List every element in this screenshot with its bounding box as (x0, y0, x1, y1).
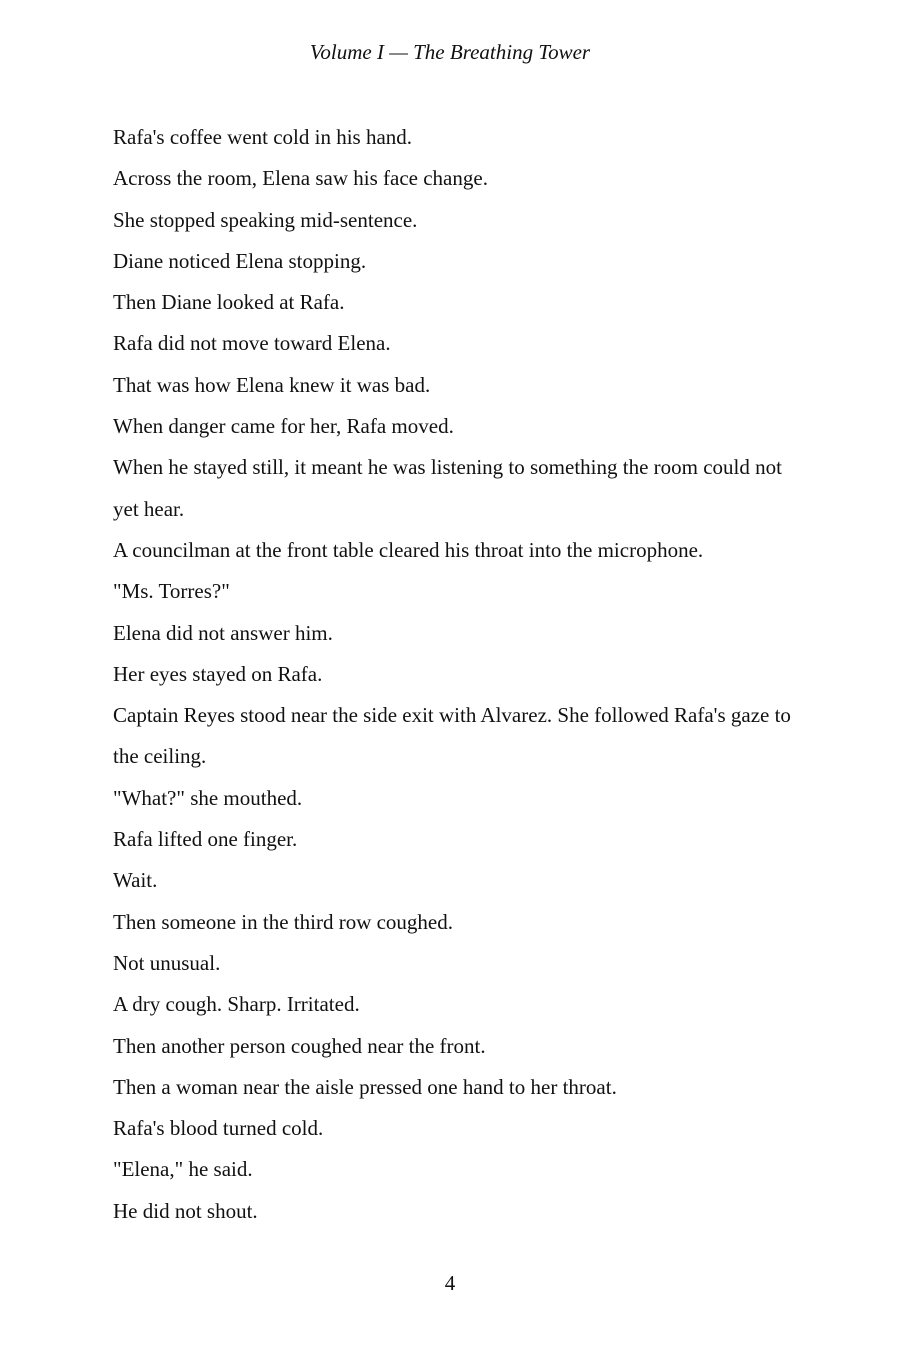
body-text (113, 117, 803, 1232)
paragraph: Wait. (113, 868, 158, 893)
paragraph: She stopped speaking mid-sentence. (113, 207, 418, 232)
running-header: Volume I — The Breathing Tower (309, 40, 591, 64)
paragraph: Then a woman near the aisle pressed one hand to her throat. (113, 1074, 617, 1099)
paragraph: Rafa's coffee went cold in his hand. (113, 125, 413, 149)
paragraph: Not unusual. (113, 950, 221, 975)
paragraph: Captain Reyes stood near the side exit with Alvarez. She followed Rafa's gaze to the ceiling. (113, 703, 791, 769)
paragraph: "Ms. Torres?" (113, 579, 230, 604)
paragraph: A dry cough. Sharp. Irritated. (113, 992, 360, 1017)
paragraph: Diane noticed Elena stopping. (113, 248, 367, 273)
page-number: 4 (444, 1271, 456, 1295)
paragraph: When he stayed still, it meant he was listening to something the room could not yet hear. (113, 455, 782, 521)
paragraph: When danger came for her, Rafa moved. (113, 414, 454, 439)
paragraph: Rafa lifted one finger. (113, 827, 298, 852)
paragraph: "What?" she mouthed. (113, 785, 303, 810)
paragraph: Then someone in the third row coughed. (113, 909, 453, 934)
paragraph: Across the room, Elena saw his face change. (113, 166, 488, 191)
paragraph: Then Diane looked at Rafa. (113, 290, 345, 315)
paragraph: Then another person coughed near the front. (113, 1033, 486, 1058)
paragraph: A councilman at the front table cleared his throat into the microphone. (113, 537, 704, 562)
paragraph: Rafa did not move toward Elena. (113, 331, 391, 356)
paragraph: Her eyes stayed on Rafa. (113, 661, 323, 686)
paragraph: Rafa's blood turned cold. (113, 1116, 324, 1141)
paragraph: He did not shout. (113, 1198, 258, 1223)
paragraph: Elena did not answer him. (113, 620, 333, 645)
paragraph: That was how Elena knew it was bad. (113, 372, 431, 397)
paragraph: "Elena," he said. (113, 1157, 253, 1182)
